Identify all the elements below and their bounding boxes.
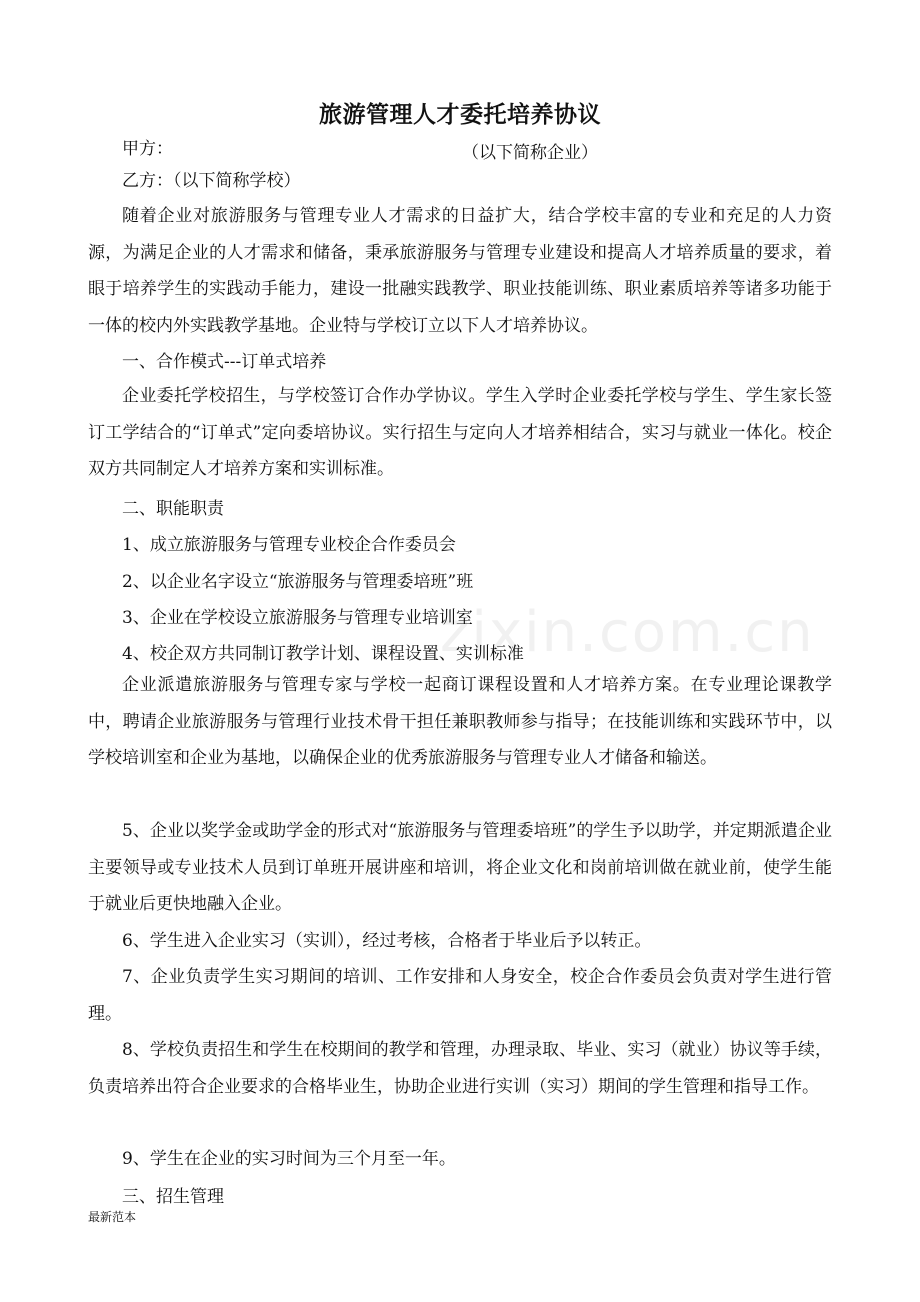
- section1-body: 企业委托学校招生，与学校签订合作办学协议。学生入学时企业委托学校与学生、学生家长签订工学结合的“订单式”定向委培协议。实行招生与定向人才培养相结合，实习与就业一体化。校企双方共同制定人才培养方案和实训标准。: [88, 386, 832, 479]
- duty-item-9: 9、学生在企业的实习时间为三个月至一年。: [122, 1149, 456, 1169]
- watermark: zixin.com.cn: [440, 600, 815, 665]
- duty-item-1: 1、成立旅游服务与管理专业校企合作委员会: [122, 535, 456, 555]
- duty-item-6: 6、学生进入企业实习（实训），经过考核，合格者于毕业后予以转正。: [122, 931, 652, 951]
- party-a-label: 甲方：: [122, 139, 173, 159]
- intro-paragraph: 随着企业对旅游服务与管理专业人才需求的日益扩大，结合学校丰富的专业和充足的人力资源，为满足企业的人才需求和储备，秉承旅游服务与管理专业建设和提高人才培养质量的要求，着眼于培养学生的实践动手能力，建设一批融实践教学、职业技能训练、职业素质培养等诸多功能于一体的校内外实践教学基地。企业特与学校订立以下人才培养协议。: [88, 206, 832, 336]
- duty-item-3: 3、企业在学校设立旅游服务与管理专业培训室: [122, 608, 473, 628]
- duty-item-8: 8、学校负责招生和学生在校期间的教学和管理，办理录取、毕业、实习（就业）协议等手续，负责培养出符合企业要求的合格毕业生，协助企业进行实训（实习）期间的学生管理和指导工作。: [88, 1040, 832, 1097]
- party-b-line: 乙方：（以下简称学校）: [122, 171, 301, 191]
- duty-item-4-body: 企业派遣旅游服务与管理专家与学校一起商订课程设置和人才培养方案。在专业理论课教学中，聘请企业旅游服务与管理行业技术骨干担任兼职教师参与指导；在技能训练和实践环节中，以学校培训室和企业为基地，以确保企业的优秀旅游服务与管理专业人才储备和输送。: [88, 675, 832, 768]
- duty-item-2: 2、以企业名字设立“旅游服务与管理委培班”班: [122, 572, 474, 592]
- section3-heading: 三、招生管理: [122, 1187, 224, 1207]
- section2-heading: 二、职能职责: [122, 499, 224, 519]
- duty-item-7: 7、企业负责学生实习期间的培训、工作安排和人身安全，校企合作委员会负责对学生进行管理。: [88, 967, 832, 1024]
- duty-item-4: 4、校企双方共同制订教学计划、课程设置、实训标准: [122, 644, 524, 664]
- document-title: 旅游管理人才委托培养协议: [319, 101, 601, 128]
- footer-label: 最新范本: [88, 1210, 137, 1224]
- duty-item-5: 5、企业以奖学金或助学金的形式对“旅游服务与管理委培班”的学生予以助学，并定期派遣企业主要领导或专业技术人员到订单班开展讲座和培训，将企业文化和岗前培训做在就业前，使学生能于就业后更快地融入企业。: [88, 821, 832, 914]
- party-a-note: （以下简称企业）: [462, 143, 598, 163]
- section1-heading: 一、合作模式---订单式培养: [122, 352, 327, 372]
